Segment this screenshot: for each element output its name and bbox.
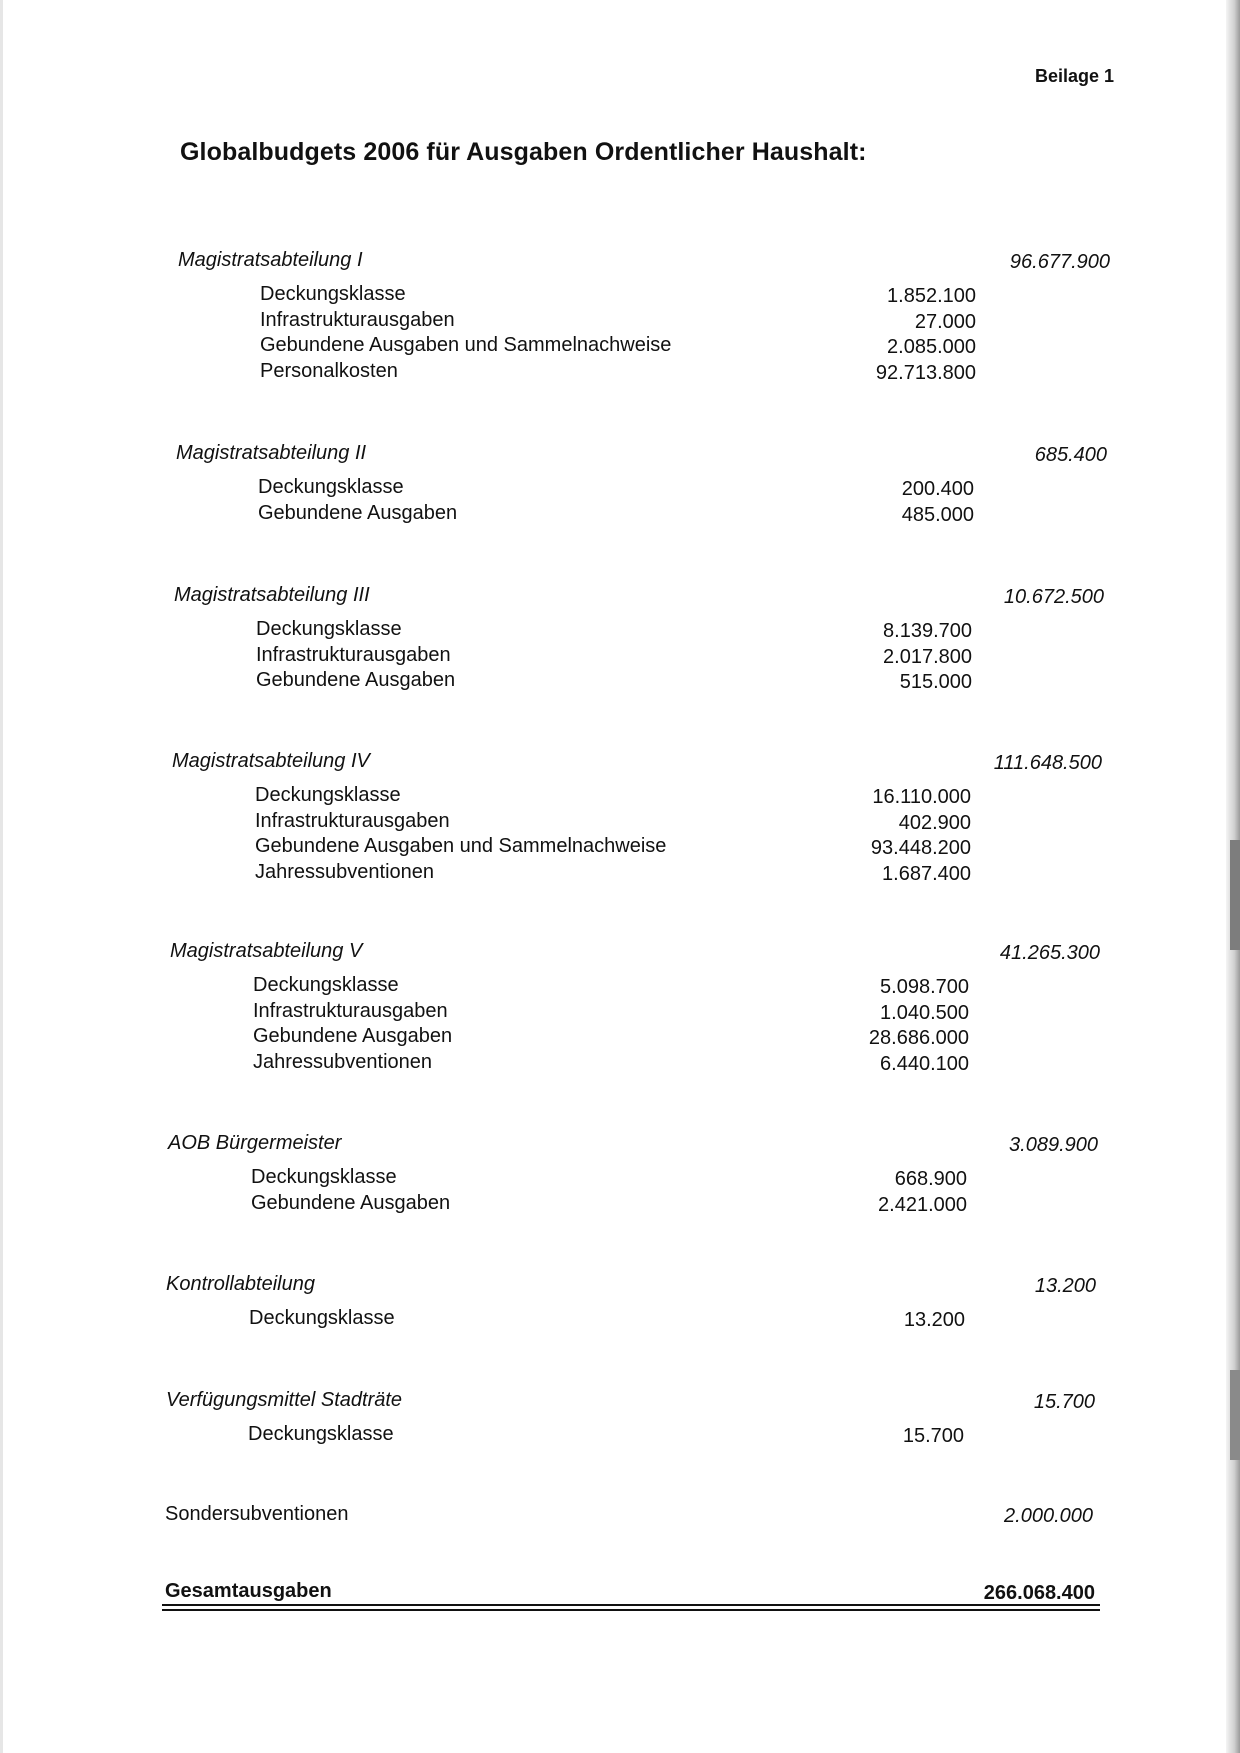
item-label: Deckungsklasse — [248, 1423, 394, 1445]
section-name: AOB Bürgermeister — [168, 1132, 342, 1154]
item-value: 13.200 — [903, 1309, 965, 1331]
budget-item — [0, 1051, 1240, 1077]
item-value: 2.421.000 — [878, 1193, 967, 1216]
item-label: Infrastrukturausgaben — [255, 809, 450, 832]
section-name: Magistratsabteilung II — [176, 442, 367, 464]
section-total: 13.200 — [1034, 1275, 1096, 1297]
item-label: Deckungsklasse — [260, 283, 406, 305]
section-name: Magistratsabteilung IV — [172, 750, 370, 772]
item-label: Gebundene Ausgaben — [256, 669, 456, 691]
budget-item — [0, 1166, 1240, 1192]
budget-item — [0, 502, 1240, 528]
attachment-label: Beilage 1 — [1034, 66, 1114, 86]
item-label: Gebundene Ausgaben — [251, 1191, 451, 1214]
item-label: Gebundene Ausgaben — [258, 501, 458, 524]
budget-item — [0, 861, 1240, 887]
budget-item — [0, 476, 1240, 502]
section-name: Magistratsabteilung V — [170, 940, 363, 962]
item-value: 6.440.100 — [880, 1052, 969, 1075]
item-value: 5.098.700 — [880, 976, 969, 998]
budget-section — [0, 442, 1240, 527]
item-label: Infrastrukturausgaben — [260, 308, 455, 331]
page-title: Globalbudgets 2006 für Ausgaben Ordentlicher Haushalt: — [180, 138, 867, 166]
section-total: 3.089.900 — [1009, 1134, 1098, 1156]
budget-section — [0, 584, 1240, 695]
section-name: Magistratsabteilung III — [174, 584, 370, 606]
item-value: 668.900 — [894, 1168, 967, 1190]
item-label: Jahressubventionen — [253, 1050, 433, 1073]
budget-item — [0, 784, 1240, 810]
item-label: Gebundene Ausgaben und Sammelnachweise — [260, 334, 672, 356]
special-subsidies-label: Sondersubventionen — [165, 1503, 349, 1525]
section-total: 96.677.900 — [1009, 251, 1110, 273]
section-total: 111.648.500 — [993, 752, 1102, 774]
budget-item — [0, 1025, 1240, 1051]
item-label: Deckungsklasse — [249, 1307, 395, 1329]
item-value: 8.139.700 — [883, 620, 972, 642]
item-value: 200.400 — [901, 478, 974, 500]
budget-section — [0, 940, 1240, 1076]
section-total: 10.672.500 — [1003, 586, 1104, 608]
section-name: Magistratsabteilung I — [178, 249, 363, 271]
budget-item — [0, 1000, 1240, 1026]
budget-item — [0, 974, 1240, 1000]
budget-item — [0, 1192, 1240, 1218]
item-value: 2.017.800 — [883, 645, 972, 668]
special-subsidies-value: 2.000.000 — [1004, 1505, 1093, 1527]
budget-item — [0, 618, 1240, 644]
item-label: Infrastrukturausgaben — [256, 643, 451, 666]
item-label: Deckungsklasse — [253, 974, 399, 996]
item-value: 28.686.000 — [868, 1027, 969, 1049]
budget-item — [0, 1307, 1240, 1333]
budget-section — [0, 1273, 1240, 1333]
section-name: Kontrollabteilung — [166, 1273, 315, 1295]
budget-item — [0, 360, 1240, 386]
budget-item — [0, 1423, 1240, 1449]
section-total: 15.700 — [1033, 1391, 1095, 1413]
item-label: Deckungsklasse — [251, 1166, 397, 1188]
item-label: Deckungsklasse — [256, 618, 402, 640]
item-label: Jahressubventionen — [255, 860, 435, 883]
item-label: Gebundene Ausgaben — [253, 1025, 453, 1047]
grand-total-label: Gesamtausgaben — [165, 1580, 332, 1602]
item-value: 27.000 — [914, 310, 976, 333]
budget-section — [0, 750, 1240, 886]
item-label: Infrastrukturausgaben — [253, 999, 448, 1022]
budget-item — [0, 669, 1240, 695]
item-value: 402.900 — [898, 811, 971, 834]
budget-item — [0, 835, 1240, 861]
item-value: 1.852.100 — [887, 285, 976, 307]
item-value: 93.448.200 — [870, 837, 971, 859]
grand-total-value: 266.068.400 — [983, 1582, 1095, 1604]
budget-item — [0, 644, 1240, 670]
item-label: Gebundene Ausgaben und Sammelnachweise — [255, 835, 667, 857]
budget-item — [0, 810, 1240, 836]
item-label: Deckungsklasse — [258, 476, 404, 498]
item-value: 515.000 — [899, 671, 972, 693]
budget-item — [0, 283, 1240, 309]
item-value: 1.687.400 — [882, 862, 971, 885]
item-value: 2.085.000 — [887, 336, 976, 358]
double-underline-top — [162, 1604, 1100, 1606]
budget-section — [0, 249, 1240, 385]
double-underline-bottom — [162, 1609, 1100, 1611]
item-value: 92.713.800 — [875, 361, 976, 384]
item-value: 485.000 — [901, 503, 974, 526]
section-total: 41.265.300 — [999, 942, 1100, 964]
item-value: 15.700 — [902, 1425, 964, 1447]
item-value: 16.110.000 — [872, 786, 971, 808]
budget-item — [0, 334, 1240, 360]
item-label: Deckungsklasse — [255, 784, 401, 806]
item-label: Personalkosten — [260, 359, 398, 382]
budget-item — [0, 309, 1240, 335]
section-name: Verfügungsmittel Stadträte — [166, 1389, 403, 1411]
budget-section — [0, 1132, 1240, 1217]
section-total: 685.400 — [1034, 444, 1107, 466]
item-value: 1.040.500 — [880, 1001, 969, 1024]
budget-section — [0, 1389, 1240, 1449]
